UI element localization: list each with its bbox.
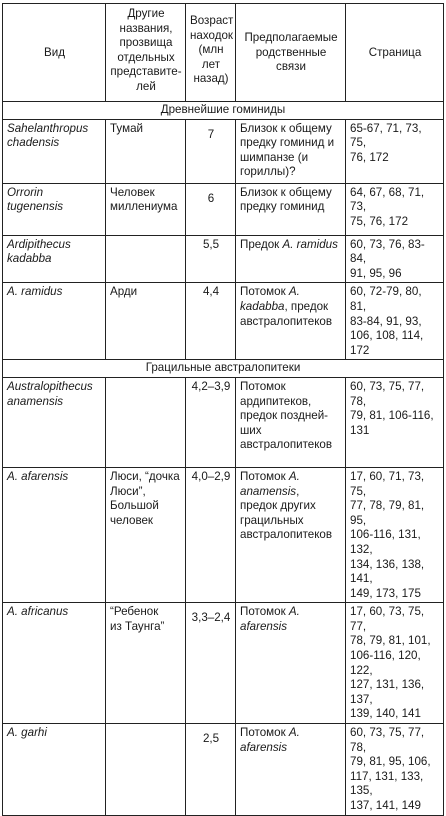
cell-line: 134, 136, 138, 141, <box>350 557 425 586</box>
relation-line <box>240 438 342 453</box>
cell-species <box>3 283 106 360</box>
cell-line: Ardipithecus <box>7 237 71 251</box>
relation-text: предок других <box>240 499 316 513</box>
cell-line: A. afarensis <box>7 469 69 483</box>
cell-other-names <box>106 467 186 602</box>
cell-line: Sahelanthropus <box>7 121 89 135</box>
relation-text: , предок <box>284 299 329 313</box>
relation-line <box>240 315 342 330</box>
cell-line: Люси”, <box>110 484 146 498</box>
header-line: назад) <box>193 72 229 86</box>
table-row <box>3 235 444 283</box>
header-species: Вид <box>3 4 106 102</box>
cell-line: 65-67, 71, 73, 75, <box>350 121 422 150</box>
cell-line: 77, 78, 79, 81, 95, <box>350 499 425 527</box>
species-ref: afarensis <box>240 740 288 754</box>
relation-line <box>240 122 342 137</box>
header-relations <box>236 4 346 102</box>
table-row <box>3 183 444 235</box>
species-ref: anamensis <box>240 484 297 498</box>
header-line: находок <box>190 28 233 42</box>
cell-age: 2,5 <box>186 724 236 816</box>
header-line: Возраст <box>190 14 234 27</box>
species-ref: kadabba <box>240 299 285 313</box>
header-line: родственные <box>255 45 327 59</box>
relation-text: гориллы)? <box>240 165 296 179</box>
cell-line: миллениума <box>110 200 178 214</box>
cell-line: 76, 172 <box>350 150 389 164</box>
cell-line: A. ramidus <box>7 285 63 299</box>
relation-text: предок поздней- <box>240 409 329 423</box>
relation-text: грацильных <box>240 513 304 527</box>
relation-line <box>240 165 342 180</box>
relation-text: шимпанзе (и <box>240 150 309 164</box>
relation-line <box>240 186 342 201</box>
relation-text: ардипитеков, <box>240 394 312 408</box>
relation-line <box>240 409 342 424</box>
cell-relations <box>236 119 346 183</box>
relation-text: Близок к общему <box>240 185 332 199</box>
cell-line: 117, 131, 133, 135, <box>350 769 424 798</box>
relation-text: Потомок <box>240 285 289 299</box>
cell-age: 3,3–2,4 <box>186 603 236 724</box>
relation-text: Близок к общему <box>240 121 332 135</box>
cell-line: A. africanus <box>7 605 69 619</box>
cell-line: 91, 95, 96 <box>350 266 402 280</box>
cell-line: 64, 67, 68, 71, 73, <box>350 185 425 214</box>
relation-line <box>240 620 342 635</box>
relation-text: австралопитеков <box>240 528 333 542</box>
relation-text: Потомок <box>240 726 289 740</box>
cell-line: 60, 73, 75, 77, 78, <box>350 379 425 408</box>
header-line: прозвища <box>119 36 173 50</box>
species-ref: A. <box>288 285 300 299</box>
relation-line <box>240 285 342 300</box>
species-ref: A. ramidus <box>282 237 338 251</box>
cell-other-names <box>106 603 186 724</box>
cell-line: 139, 140, 141 <box>350 707 421 721</box>
cell-relations <box>236 724 346 816</box>
cell-line: 60, 73, 76, 83-84, <box>350 237 425 266</box>
cell-line: 75, 76, 172 <box>350 214 409 228</box>
species-ref: A. <box>288 469 300 483</box>
cell-line: anamensis <box>7 394 64 408</box>
header-age <box>186 4 236 102</box>
cell-line: 60, 72-79, 80, 81, <box>350 285 422 313</box>
relation-text: ших <box>240 423 262 437</box>
header-line: отдельных <box>117 50 175 64</box>
cell-relations <box>236 235 346 283</box>
cell-pages <box>346 119 444 183</box>
section-title: Древнейшие гоминиды <box>3 102 444 120</box>
cell-line: 131 <box>350 423 370 437</box>
cell-pages <box>346 235 444 283</box>
table-row <box>3 377 444 467</box>
cell-pages <box>346 183 444 235</box>
relation-text: австралопитеков <box>240 314 333 328</box>
header-row <box>3 4 444 102</box>
relation-line <box>240 151 342 166</box>
relation-line <box>240 200 342 215</box>
cell-age: 6 <box>186 183 236 235</box>
table-row <box>3 724 444 816</box>
cell-line: 79, 81, 95, 106, <box>350 755 431 769</box>
section-title: Грацильные австралопитеки <box>3 360 444 378</box>
cell-pages <box>346 467 444 602</box>
cell-other-names <box>106 377 186 467</box>
cell-line: 83-84, 91, 93, <box>350 314 422 328</box>
relation-text: предку гоминид и <box>240 136 335 150</box>
relation-text: австралопитеков <box>240 438 333 452</box>
cell-line: chadensis <box>7 136 60 150</box>
relation-text: Потомок <box>240 379 286 393</box>
cell-line: tugenensis <box>7 200 64 214</box>
table-row <box>3 119 444 183</box>
cell-age: 4,4 <box>186 283 236 360</box>
header-pages: Страница <box>346 4 444 102</box>
cell-line: Человек <box>110 185 155 199</box>
section-row <box>3 102 444 120</box>
cell-line: A. garhi <box>7 726 47 740</box>
cell-species <box>3 724 106 816</box>
cell-species <box>3 603 106 724</box>
table-row <box>3 603 444 724</box>
cell-line: из Таунга” <box>110 619 165 633</box>
cell-line: 149, 173, 175 <box>350 586 421 600</box>
relation-line <box>240 238 342 253</box>
table-row <box>3 283 444 360</box>
cell-other-names <box>106 283 186 360</box>
relation-text: Предок <box>240 237 283 251</box>
cell-line: 78, 79, 81, 101, <box>350 634 431 648</box>
cell-species <box>3 183 106 235</box>
relation-line <box>240 485 342 500</box>
cell-other-names <box>106 235 186 283</box>
cell-relations <box>236 467 346 602</box>
species-ref: A. <box>288 726 300 740</box>
header-line: названия, <box>119 21 173 35</box>
relation-line <box>240 726 342 741</box>
header-other-names <box>106 4 186 102</box>
header-line: Другие <box>127 7 165 20</box>
cell-age: 5,5 <box>186 235 236 283</box>
table-row <box>3 467 444 602</box>
cell-other-names <box>106 183 186 235</box>
document-page <box>2 3 443 812</box>
cell-line: Арди <box>110 285 138 299</box>
cell-pages <box>346 377 444 467</box>
cell-line: Люси, “дочка <box>110 469 180 483</box>
relation-line <box>240 470 342 485</box>
header-line: Предполагаемые <box>244 31 338 45</box>
cell-age: 4,0–2,9 <box>186 467 236 602</box>
cell-species <box>3 467 106 602</box>
cell-age: 4,2–3,9 <box>186 377 236 467</box>
relation-text: Потомок <box>240 605 289 619</box>
cell-line: Тумай <box>110 121 143 135</box>
cell-age: 7 <box>186 119 236 183</box>
relation-text: Потомок <box>240 469 289 483</box>
relation-line <box>240 136 342 151</box>
cell-line: Большой <box>110 499 159 513</box>
cell-line: kadabba <box>7 252 52 266</box>
header-line: представите- <box>110 65 182 79</box>
relation-line <box>240 741 342 756</box>
section-row <box>3 360 444 378</box>
cell-line: 17, 60, 71, 73, 75, <box>350 469 425 498</box>
relation-line <box>240 528 342 543</box>
cell-species <box>3 377 106 467</box>
relation-text: , <box>296 484 300 498</box>
species-ref: A. <box>288 605 300 619</box>
relation-line <box>240 395 342 410</box>
cell-line: 17, 60, 73, 75, 77, <box>350 605 425 633</box>
cell-line: Australopithecus <box>7 379 93 393</box>
cell-line: 60, 73, 75, 77, 78, <box>350 726 425 754</box>
cell-line: 137, 141, 149 <box>350 799 421 812</box>
cell-line: “Ребенок <box>110 605 159 619</box>
header-line: лей <box>136 79 156 93</box>
cell-line: 79, 81, 106-116, <box>350 409 434 423</box>
cell-pages <box>346 724 444 816</box>
relation-line <box>240 300 342 315</box>
relation-line <box>240 605 342 620</box>
cell-line: 106-116, 120, 122, <box>350 649 421 677</box>
hominid-table <box>2 3 444 816</box>
cell-relations <box>236 283 346 360</box>
cell-line: 106-116, 131, 132, <box>350 528 421 556</box>
header-line: лет <box>201 57 221 71</box>
relation-line <box>240 380 342 395</box>
species-ref: afarensis <box>240 619 288 633</box>
cell-relations <box>236 183 346 235</box>
relation-text: предку гоминид <box>240 200 325 214</box>
cell-relations <box>236 603 346 724</box>
cell-line: Orrorin <box>7 185 44 199</box>
cell-species <box>3 235 106 283</box>
header-line: (млн <box>198 43 224 57</box>
relation-line <box>240 514 342 529</box>
cell-other-names <box>106 119 186 183</box>
header-line: связи <box>276 60 306 74</box>
relation-line <box>240 499 342 514</box>
cell-line: человек <box>110 513 153 527</box>
relation-line <box>240 424 342 439</box>
cell-relations <box>236 377 346 467</box>
cell-pages <box>346 603 444 724</box>
cell-other-names <box>106 724 186 816</box>
cell-species <box>3 119 106 183</box>
cell-line: 106, 108, 114, 172 <box>350 329 424 357</box>
cell-line: 127, 131, 136, 137, <box>350 678 425 706</box>
cell-pages <box>346 283 444 360</box>
